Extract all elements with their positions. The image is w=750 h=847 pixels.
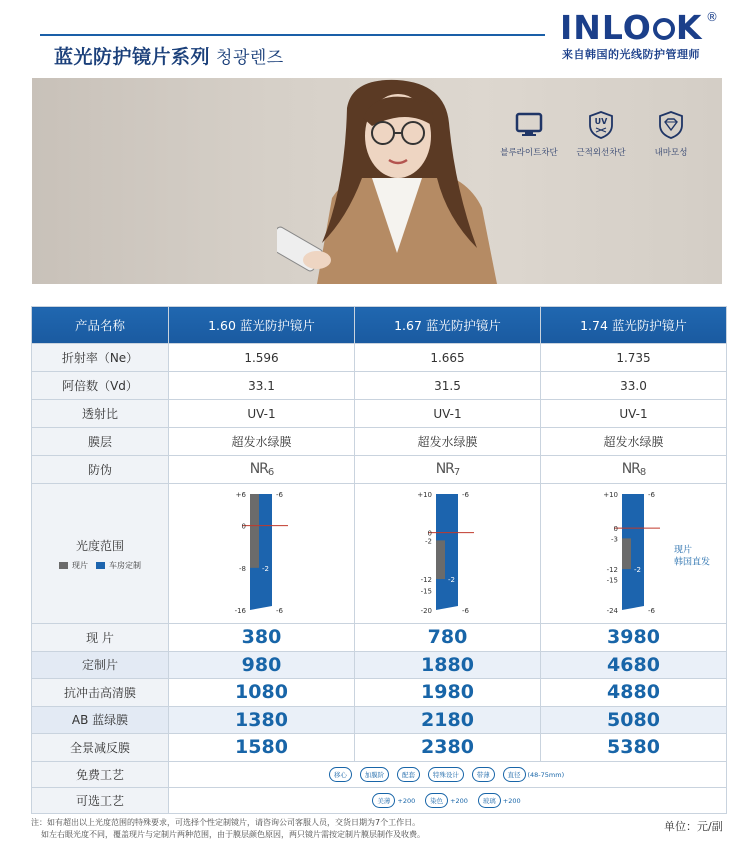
- row-label: 膜层: [32, 428, 169, 456]
- column-header: 产品名称: [32, 307, 169, 344]
- cylinder-tick-label: -6: [275, 607, 283, 615]
- nr-prefix: NR: [435, 461, 454, 477]
- optional-craft-list: [169, 787, 727, 813]
- craft-pill: 带薄: [472, 767, 495, 782]
- legend-stock: 现片: [72, 560, 88, 570]
- nr-prefix: NR: [621, 461, 640, 477]
- unit-label: 单位：元/副: [664, 820, 723, 833]
- power-tick-label: 0: [241, 522, 246, 531]
- feature-label: 블루라이트차단: [500, 148, 558, 158]
- stock-range-bar: [250, 494, 259, 568]
- cylinder-tick-label: -2: [261, 564, 269, 573]
- cylinder-tick-label: -6: [275, 491, 283, 499]
- registered-mark: ®: [706, 10, 718, 24]
- woman-with-phone-photo: [277, 78, 517, 284]
- price-cell: 380: [169, 624, 355, 652]
- footnote-line: 如左右眼光度不同，覆盖现片与定制片两种范围，由于膜层颜色原因，两只镜片需按定制片膜层制作及收费。: [41, 830, 425, 839]
- price-cell: 1080: [169, 679, 355, 707]
- power-tick-label: +6: [235, 491, 246, 499]
- price-cell: 4880: [541, 679, 727, 707]
- craft-price: +200: [502, 797, 521, 805]
- craft-pill: 移心: [329, 767, 352, 782]
- power-tick-label: +10: [416, 491, 432, 499]
- price-cell: 980: [169, 651, 355, 679]
- row-label-power-range: [32, 484, 169, 624]
- range-chart: [356, 484, 540, 620]
- cylinder-tick-label: -6: [461, 607, 469, 615]
- title-korean: 청광렌즈: [216, 48, 284, 68]
- table-row-price: [32, 679, 727, 707]
- row-label: 可选工艺: [32, 787, 169, 813]
- table-row-optional-craft: [32, 787, 727, 813]
- cylinder-tick-label: -2: [633, 566, 641, 575]
- column-header: 1.74 蓝光防护镜片: [541, 307, 727, 344]
- table-row-price: [32, 651, 727, 679]
- diameter-note: (48-75mm): [527, 771, 565, 779]
- uv-shield-icon: [586, 110, 616, 140]
- cylinder-tick-label: -2: [447, 576, 455, 585]
- legend-swatch-stock: [59, 562, 68, 569]
- table-row-anti-fake: [32, 456, 727, 484]
- row-label: 透射比: [32, 400, 169, 428]
- feature-near-infrared: [565, 110, 637, 158]
- svg-text:UV: UV: [594, 117, 608, 126]
- nr-number: 6: [267, 467, 274, 478]
- table-cell: 1.665: [355, 344, 541, 372]
- table-cell: UV-1: [541, 400, 727, 428]
- table-row-coating: [32, 428, 727, 456]
- power-tick-label: 0: [613, 525, 618, 534]
- footnote: [31, 817, 611, 841]
- range-note: 韩国直发: [673, 557, 710, 568]
- brand-wordmark: INLO K: [560, 8, 703, 47]
- price-cell: 5380: [541, 734, 727, 762]
- power-tick-label: -8: [238, 564, 246, 573]
- cylinder-tick-label: -6: [647, 491, 655, 499]
- table-row-abbe-number: [32, 372, 727, 400]
- diamond-shield-icon: [656, 110, 686, 140]
- row-label: 抗冲击高清膜: [32, 679, 169, 707]
- power-tick-label: -15: [606, 576, 618, 585]
- monitor-icon: [514, 110, 544, 140]
- row-label: 定制片: [32, 651, 169, 679]
- range-chart-cell: [169, 484, 355, 624]
- table-cell: UV-1: [355, 400, 541, 428]
- table-row-price: [32, 734, 727, 762]
- anti-fake-mark: [355, 456, 541, 484]
- price-cell: 1980: [355, 679, 541, 707]
- range-chart-cell: [355, 484, 541, 624]
- craft-pill: 加膜阶: [360, 767, 390, 782]
- feature-label: 내마모성: [654, 148, 688, 158]
- anti-fake-mark: [169, 456, 355, 484]
- stock-range-bar: [622, 538, 631, 569]
- row-label: 全景减反膜: [32, 734, 169, 762]
- price-cell: 3980: [541, 624, 727, 652]
- power-tick-label: +10: [602, 491, 618, 499]
- price-cell: 780: [355, 624, 541, 652]
- table-cell: 1.596: [169, 344, 355, 372]
- price-cell: 5080: [541, 706, 727, 734]
- price-cell: 2380: [355, 734, 541, 762]
- nr-prefix: NR: [249, 461, 268, 477]
- row-label: 折射率（Ne）: [32, 344, 169, 372]
- nr-number: 8: [639, 467, 646, 478]
- craft-pill: 特殊设计: [428, 767, 464, 782]
- legend-custom: 车房定制: [109, 560, 141, 570]
- feature-blue-light: [493, 110, 565, 158]
- row-label: AB 蓝绿膜: [32, 706, 169, 734]
- table-cell: 超发水绿膜: [169, 428, 355, 456]
- nr-number: 7: [453, 467, 460, 478]
- brand-logo: [556, 8, 736, 60]
- brand-tagline: 来自韩国的光线防护管理师: [562, 48, 700, 61]
- table-row-free-craft: [32, 761, 727, 787]
- title-chinese: 蓝光防护镜片系列: [54, 46, 211, 68]
- price-cell: 1380: [169, 706, 355, 734]
- power-tick-label: -15: [420, 587, 432, 596]
- column-header: 1.67 蓝光防护镜片: [355, 307, 541, 344]
- lens-price-table: [31, 306, 727, 814]
- power-tick-label: 0: [427, 529, 432, 538]
- anti-fake-mark: [541, 456, 727, 484]
- row-label: 防伪: [32, 456, 169, 484]
- price-cell: 4680: [541, 651, 727, 679]
- row-label: 现 片: [32, 624, 169, 652]
- free-craft-list: [169, 761, 727, 787]
- footnote-line: 注：如有超出以上光度范围的特殊要求，可选择个性定制镜片，请咨询公司客服人员，交货日期为7个工作日。: [31, 818, 421, 827]
- power-tick-label: -24: [606, 607, 618, 615]
- craft-price: +200: [450, 797, 468, 805]
- table-cell: 1.735: [541, 344, 727, 372]
- cylinder-tick-label: -6: [461, 491, 469, 499]
- craft-price: +200: [397, 797, 416, 805]
- power-tick-label: -16: [234, 607, 246, 615]
- range-legend: [32, 560, 168, 571]
- craft-pill: 美薄: [372, 793, 395, 808]
- cylinder-tick-label: -6: [647, 607, 655, 615]
- power-tick-label: -12: [606, 566, 618, 575]
- row-label: 光度范围: [75, 538, 124, 553]
- power-tick-label: -12: [420, 576, 432, 585]
- header: [0, 0, 750, 75]
- table-header-row: [32, 307, 727, 344]
- table-cell: 33.1: [169, 372, 355, 400]
- page-title: [54, 42, 284, 69]
- legend-swatch-custom: [96, 562, 105, 569]
- column-header: 1.60 蓝光防护镜片: [169, 307, 355, 344]
- craft-pill: 配套: [397, 767, 420, 782]
- power-tick-label: -3: [610, 535, 618, 544]
- table-cell: 33.0: [541, 372, 727, 400]
- hero-banner: [32, 78, 722, 284]
- table-cell: UV-1: [169, 400, 355, 428]
- craft-pill: 直径: [503, 767, 526, 782]
- table-row-price: [32, 706, 727, 734]
- table-row-refractive-index: [32, 344, 727, 372]
- craft-pill: 玻璃: [478, 793, 501, 808]
- feature-label: 근적외선차단: [576, 148, 626, 158]
- range-chart-cell: [541, 484, 727, 624]
- row-label: 阿倍数（Vd）: [32, 372, 169, 400]
- table-row-price: [32, 624, 727, 652]
- stock-range-bar: [436, 540, 445, 579]
- table-cell: 超发水绿膜: [355, 428, 541, 456]
- price-cell: 2180: [355, 706, 541, 734]
- table-cell: 31.5: [355, 372, 541, 400]
- craft-pill: 染色: [425, 793, 448, 808]
- title-rule: [40, 34, 545, 36]
- range-chart: [170, 484, 354, 620]
- range-note: 现片: [673, 545, 692, 556]
- row-label: 免费工艺: [32, 761, 169, 787]
- power-tick-label: -20: [420, 607, 432, 615]
- table-row-transmittance: [32, 400, 727, 428]
- feature-abrasion: [635, 110, 707, 158]
- table-row-power-range: [32, 484, 727, 624]
- table-cell: 超发水绿膜: [541, 428, 727, 456]
- power-tick-label: -2: [424, 537, 432, 546]
- price-cell: 1580: [169, 734, 355, 762]
- price-cell: 1880: [355, 651, 541, 679]
- range-chart: [542, 484, 726, 620]
